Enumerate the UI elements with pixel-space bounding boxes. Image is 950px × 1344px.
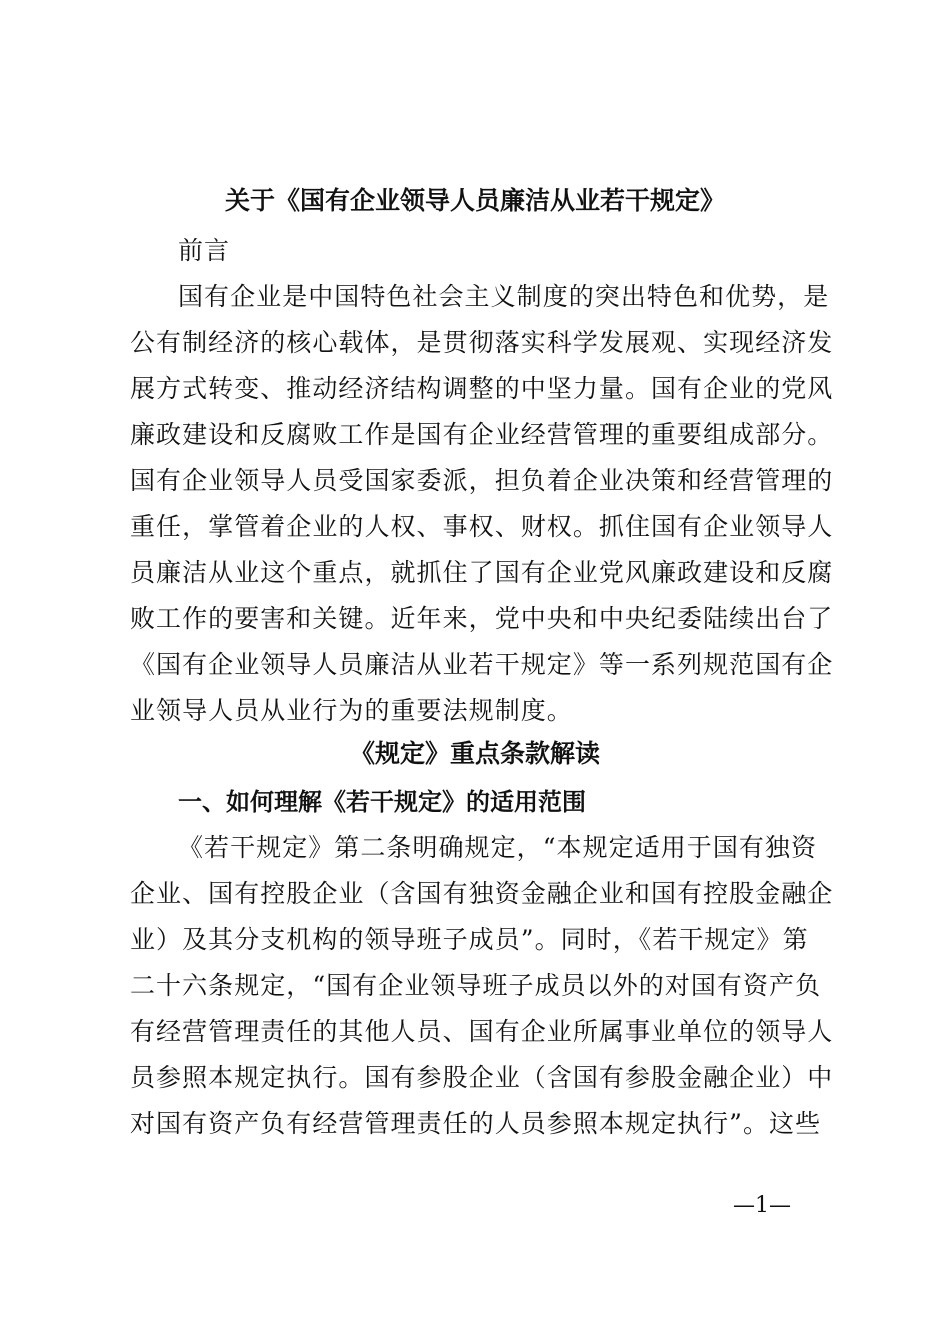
paragraph-line: 国有企业是中国特色社会主义制度的突出特色和优势，是	[178, 282, 830, 311]
paragraph-line: 《国有企业领导人员廉洁从业若干规定》等一系列规范国有企	[130, 650, 834, 679]
paragraph-line: 业领导人员从业行为的重要法规制度。	[130, 696, 573, 725]
paragraph-line: 国有企业领导人员受国家委派，担负着企业决策和经营管理的	[130, 466, 834, 495]
paragraph-line: 败工作的要害和关键。近年来，党中央和中央纪委陆续出台了	[130, 604, 834, 633]
paragraph-line: 公有制经济的核心载体，是贯彻落实科学发展观、实现经济发	[130, 328, 834, 357]
paragraph-line: 重任，掌管着企业的人权、事权、财权。抓住国有企业领导人	[130, 512, 834, 541]
paragraph-line: 展方式转变、推动经济结构调整的中坚力量。国有企业的党风	[130, 374, 834, 403]
section-title: 《规定》重点条款解读	[349, 739, 600, 768]
paragraph-line: 对国有资产负有经营管理责任的人员参照本规定执行”。这些	[130, 1109, 822, 1138]
paragraph-line: 廉政建设和反腐败工作是国有企业经营管理的重要组成部分。	[130, 420, 834, 449]
paragraph-line: 《若干规定》第二条明确规定，“本规定适用于国有独资	[178, 833, 818, 862]
paragraph-line: 二十六条规定，“国有企业领导班子成员以外的对国有资产负	[130, 971, 822, 1000]
page-number: —1—	[733, 1193, 791, 1218]
paragraph-line: 业）及其分支机构的领导班子成员”。同时，《若干规定》第	[130, 925, 809, 954]
heading-one: 一、如何理解《若干规定》的适用范围	[178, 788, 586, 816]
paragraph-line: 员参照本规定执行。国有参股企业（含国有参股金融企业）中	[130, 1063, 834, 1092]
paragraph-line: 企业、国有控股企业（含国有独资金融企业和国有控股金融企	[130, 879, 834, 908]
preface-label: 前言	[178, 236, 231, 265]
document-title: 关于《国有企业领导人员廉洁从业若干规定》	[224, 186, 725, 215]
paragraph-line: 有经营管理责任的其他人员、国有企业所属事业单位的领导人	[130, 1017, 834, 1046]
paragraph-line: 员廉洁从业这个重点，就抓住了国有企业党风廉政建设和反腐	[130, 558, 834, 587]
